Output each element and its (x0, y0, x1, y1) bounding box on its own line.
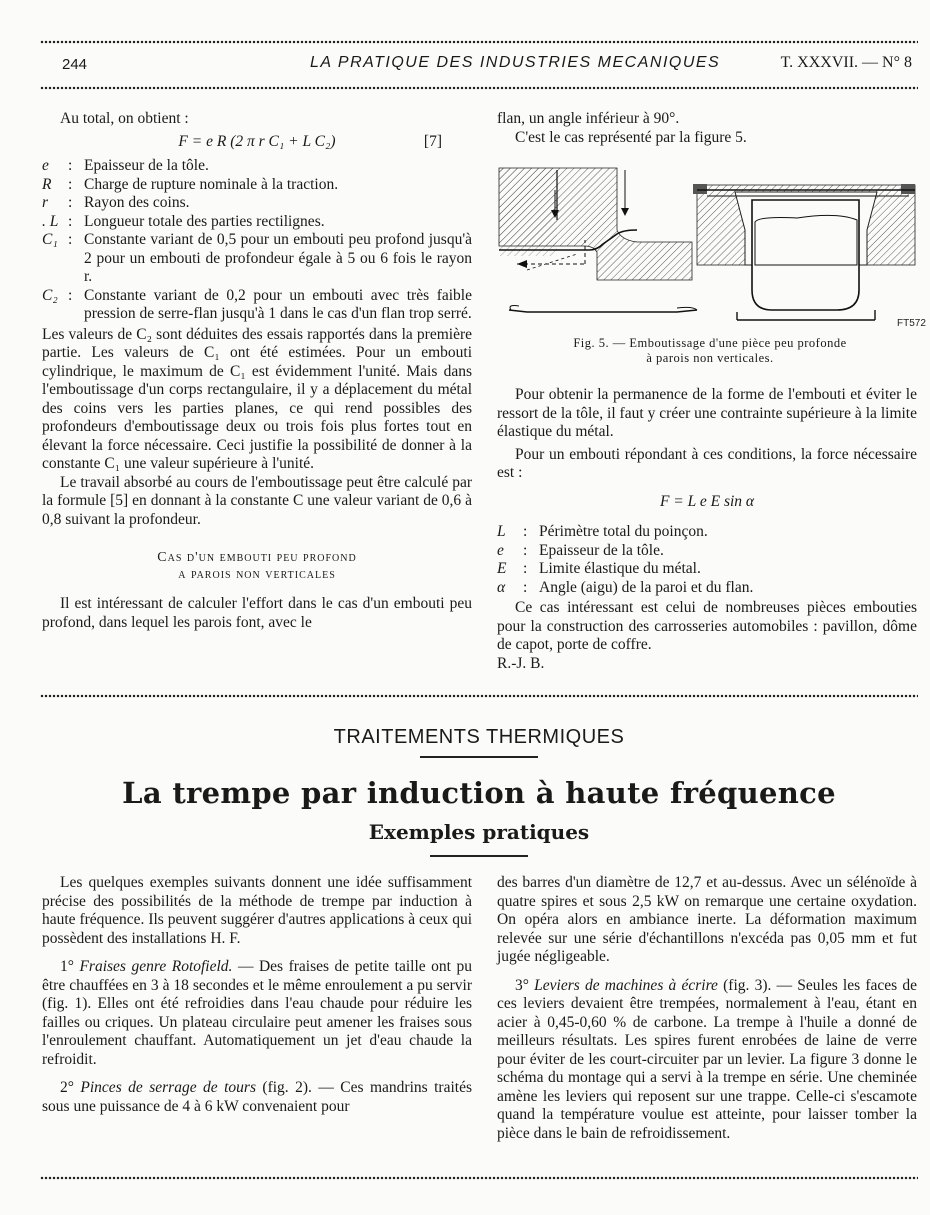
top-right-column-head (497, 110, 917, 147)
paragraph-pinces (42, 1079, 472, 1116)
figure-5-caption (520, 336, 900, 366)
header-dotted-rule (40, 86, 918, 90)
def-symbol: E (497, 560, 507, 577)
definition-row: e : Epaisseur de la tôle. (42, 157, 472, 176)
def-text: Longueur totale des parties rectilignes. (84, 212, 325, 230)
item-title: Leviers de machines à écrire (534, 976, 718, 994)
subheading (42, 549, 472, 583)
article-subtitle: Exemples pratiques (368, 820, 590, 844)
item-text: (fig. 2). — Ces mandrins traités sous une puissance de 4 à 6 kW convenaient pour (42, 1079, 472, 1115)
bottom-right-column (497, 874, 917, 1143)
formula-force: F = L e E sin α (659, 492, 755, 510)
definition-row: C₂ : Constante variant de 0,2 pour un embouti avec très faible pression de serre-flan jusqu'à 1 dans le cas d'un flan trop serré. (42, 286, 472, 322)
definition-row: L : Périmètre total du poinçon. (497, 523, 917, 542)
caption-line: à parois non verticales. (646, 351, 774, 365)
item-text: (fig. 3). — Seules les faces de ces leviers devaient être trempées, normalement à l'eau, étant en acier à 0,45-0,60 % de carbone. La trempe à l'huile a donné de meilleurs résultats. Les spires furent enrobées de laine de verre pour éviter de les court-circuiter par un levier. La figure 3 donne le schéma du montage qui a servi à la trempe en série. Une cheminée amène les leviers qui reposent sur une trappe. Celle-ci s'escamote quand la température voulue est atteinte, pour laisser tomber la pièce dans le bain de refroidissement. (497, 976, 917, 1142)
def-text: Epaisseur de la tôle. (84, 157, 209, 174)
def-symbol: α (497, 578, 506, 596)
section-underline (420, 756, 538, 758)
item-text: — Des fraises de petite taille ont pu être chauffées en 3 à 18 secondes et le même enroulement a pu servir (fig. 1). Elles ont été refroidies dans l'eau chaude pour réduire les failles ou criques. Un plateau circulaire peut amener les fraises sous l'enroulement chauffant. Automatiquement un jet d'eau chaude la refroidit. (42, 958, 472, 1068)
def-symbol: R (42, 175, 52, 193)
top-right-column-body (497, 386, 917, 673)
paragraph: Ce cas intéressant est celui de nombreuses pièces embouties pour la construction des carrosseries automobiles : pavillon, dôme de capot, porte de coffre. (497, 599, 917, 653)
paragraph: Le travail absorbé au cours de l'emboutissage peut être calculé par la formule [5] en donnant à la constante C une valeur variant de 0,6 à 0,8 suivant la profondeur. (42, 473, 472, 528)
def-symbol: . L (42, 212, 59, 230)
definition-row: r : Rayon des coins. (42, 194, 472, 213)
paragraph: Les quelques exemples suivants donnent une idée suffisamment précise des possibilités de la méthode de trempe par induction à haute fréquence. Ils peuvent suggérer d'autres applications à ceux qui possèdent des installations H. F. (42, 874, 472, 947)
paragraph: flan, un angle inférieur à 90°. (497, 110, 680, 127)
subheading-line: a parois non verticales (178, 567, 336, 582)
formula-7 (42, 133, 472, 152)
running-header (40, 52, 918, 76)
definition-row: E : Limite élastique du métal. (497, 560, 917, 579)
def-text: Angle (aigu) de la paroi et du flan. (539, 578, 754, 596)
paragraph-leviers (497, 977, 917, 1144)
bottom-left-column (42, 874, 472, 1116)
def-text: Epaisseur de la tôle. (539, 541, 664, 559)
definition-list (497, 523, 917, 597)
def-text: Périmètre total du poinçon. (539, 523, 708, 540)
def-text: Charge de rupture nominale à la traction. (84, 175, 339, 193)
section-dotted-rule (40, 694, 918, 698)
paragraph: des barres d'un diamètre de 12,7 et au-dessus. Avec un sélénoïde à quatre spires et sous 2,5 kW on remarque une certaine oxydation. On opéra alors en ambiance inerte. La déformation maximum relevée sur une série d'échantillons n'excéda pas 0,05 mm et fut jugée négligeable. (497, 874, 917, 965)
journal-title: LA PRATIQUE DES INDUSTRIES MECANIQUES (310, 54, 721, 71)
paragraph: Les valeurs de C₂ sont déduites des essais rapportés dans la première partie. Les valeurs de C₁ ont été estimées. Pour un embouti cylindrique, le maximum de C₁ est évidemment l'unité. Mais dans l'emboutissage d'un corps rectangulaire, il y a déplacement du métal des coins vers les parties planes, ce qui rend possibles des profondeurs d'emboutissage deux ou trois fois plus fortes tout en élevant la force nécessaire. Ceci justifie la possibilité de donner à la constante C₁ une valeur supérieure à l'unité. (42, 325, 472, 472)
def-text: Constante variant de 0,2 pour un embouti avec très faible pression de serre-flan jusqu'à 1 dans le cas d'un flan trop serré. (84, 286, 472, 322)
definition-row: α : Angle (aigu) de la paroi et du flan. (497, 579, 917, 598)
def-symbol: r (42, 194, 49, 211)
paragraph: Il est intéressant de calculer l'effort dans le cas d'un embouti peu profond, dans lequel les parois font, avec le (42, 595, 472, 631)
definition-row: C₁ : Constante variant de 0,5 pour un embouti peu profond jusqu'à 2 pour un embouti de profondeur égale à 5 ou 6 fois le rayon r. (42, 231, 472, 285)
def-text: Limite élastique du métal. (539, 560, 701, 577)
section-heading: TRAITEMENTS THERMIQUES (333, 726, 625, 748)
definition-row: e : Epaisseur de la tôle. (497, 542, 917, 561)
formula-text: F = e R (2 π r C₁ + L C₂) (178, 132, 336, 150)
formula-number: [7] (423, 132, 442, 150)
figure-5-drawing (497, 160, 926, 340)
top-left-column (42, 110, 472, 632)
figure-reference-label: FT572 (897, 318, 926, 329)
def-text: Rayon des coins. (84, 194, 190, 211)
def-symbol: C₂ (42, 286, 58, 304)
paragraph-fraises (42, 958, 472, 1069)
paragraph: Pour un embouti répondant à ces conditions, la force nécessaire est : (497, 445, 917, 481)
def-symbol: L (497, 523, 506, 540)
author-signature: R.-J. B. (497, 654, 545, 672)
intro-text: Au total, on obtient : (60, 110, 189, 127)
def-symbol: e (497, 541, 504, 559)
definition-row: R : Charge de rupture nominale à la traction. (42, 176, 472, 195)
item-number: 2° (60, 1079, 81, 1096)
definition-row: . L : Longueur totale des parties rectilignes. (42, 213, 472, 232)
bottom-dotted-rule (40, 1176, 918, 1180)
volume-number: T. XXXVII. — N° 8 (780, 54, 912, 71)
article-title: La trempe par induction à haute fréquence (122, 776, 836, 810)
blank-sketch (509, 306, 697, 313)
paragraph: Pour obtenir la permanence de la forme de l'embouti et éviter le ressort de la tôle, il faut y créer une contrainte supérieure à la limite élastique du métal. (497, 386, 917, 440)
def-symbol: C₁ (42, 231, 58, 248)
subheading-line: Cas d'un embouti peu profond (157, 550, 357, 565)
title-underline (430, 855, 528, 857)
caption-line: Fig. 5. — Emboutissage d'une pièce peu profonde (573, 336, 847, 350)
die-sketch-right (693, 184, 915, 320)
item-number: 1° (60, 958, 80, 975)
def-symbol: e (42, 157, 49, 174)
def-text: Constante variant de 0,5 pour un embouti peu profond jusqu'à 2 pour un embouti de profondeur égale à 5 ou 6 fois le rayon r. (84, 231, 472, 285)
paragraph: C'est le cas représenté par la figure 5. (515, 128, 747, 146)
item-title: Pinces de serrage de tours (80, 1079, 256, 1096)
top-dotted-rule (40, 40, 918, 44)
item-number: 3° (515, 976, 535, 994)
item-title: Fraises genre Rotofield. (79, 958, 233, 975)
definition-list (42, 157, 472, 324)
page-number: 244 (62, 56, 88, 73)
die-sketch-left (499, 168, 692, 280)
